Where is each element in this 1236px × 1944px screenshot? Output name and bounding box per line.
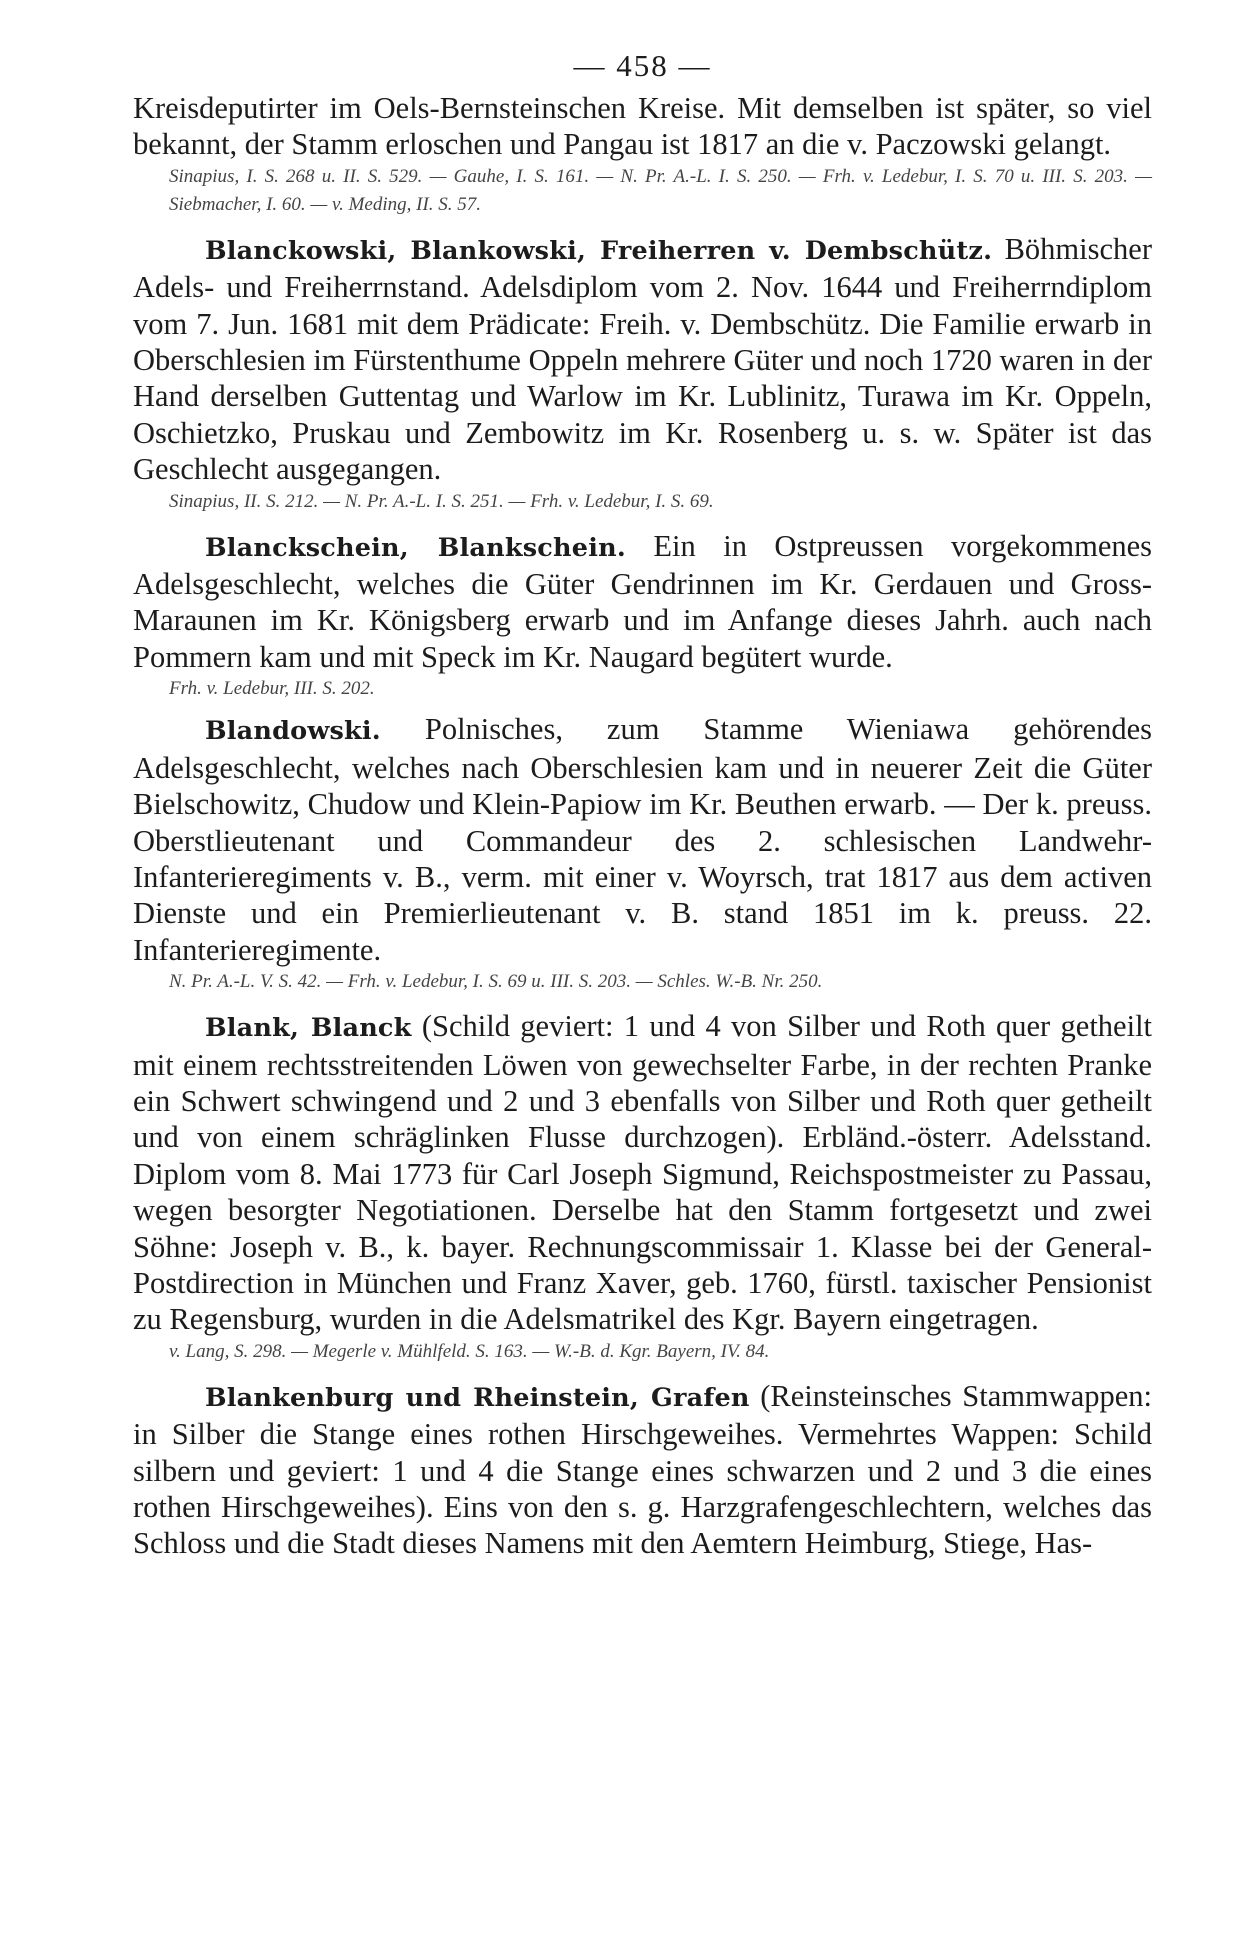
entry-blanckschein <box>133 528 1152 704</box>
entry-blankenburg <box>133 1378 1152 1562</box>
entry-paragraph <box>133 711 1152 968</box>
entry-sources: Frh. v. Ledebur, III. S. 202. <box>169 678 375 700</box>
entry-sources: v. Lang, S. 298. — Megerle v. Mühlfeld. S. 163. — W.-B. d. Kgr. Bayern, IV. 84. <box>169 1340 770 1362</box>
entry-text: (Schild geviert: 1 und 4 von Silber und Roth quer getheilt mit einem rechtsstreitenden Löwen von gewechselter Farbe, in der rechten Pranke ein Schwert schwingend und 2 und 3 ebenfalls von Silber und Roth quer getheilt und von einem schräglinken Flusse durchzogen). Erbländ.-österr. Adelsstand. Diplom vom 8. Mai 1773 für Carl Joseph Sigmund, Reichspostmeister zu Passau, wegen besorgter Negotiationen. Derselbe hat den Stamm fortgesetzt und zwei Söhne: Joseph v. B., k. bayer. Rechnungscommissair 1. Klasse bei der General-Postdirection in München und Franz Xaver, geb. 1760, fürstl. taxischer Pensionist zu Regensburg, wurden in die Adelsmatrikel des Kgr. Bayern eingetragen. <box>133 1009 1153 1337</box>
entry-text: Böhmischer Adels- und Freiherrnstand. Adelsdiplom vom 2. Nov. 1644 und Freiherrndiplom vom 7. Jun. 1681 mit dem Prädicate: Freih. v. Dembschütz. Die Familie erwarb in Oberschlesien im Fürstenthume Oppeln mehrere Güter und noch 1720 waren in der Hand derselben Guttentag und Warlow im Kr. Lublinitz, Turawa im Kr. Oppeln, Oschietzko, Pruskau und Zembowitz im Kr. Rosenberg u. s. w. Später ist das Geschlecht ausgegangen. <box>133 231 1152 487</box>
entry-paragraph <box>133 231 1152 488</box>
entry-headword: Blanckowski, Blankowski, Freiherren v. Dembschütz. <box>205 235 993 266</box>
entry-text: Ein in Ostpreussen vorgekommenes Adelsgeschlecht, welches die Güter Gendrinnen im Kr. Gerdauen und Gross-Maraunen im Kr. Königsberg erwarb und im Anfange dieses Jahrh. auch nach Pommern kam und mit Speck im Kr. Naugard begütert wurde. <box>133 528 1153 674</box>
entry-headword: Blandowski. <box>205 716 381 747</box>
entry-headword: Blank, Blanck <box>205 1013 412 1044</box>
entry-text: Polnisches, zum Stamme Wieniawa gehörendes Adelsgeschlecht, welches nach Oberschlesien kam und in neuerer Zeit die Güter Bielschowitz, Chudow und Klein-Papiow im Kr. Beuthen erwarb. — Der k. preuss. Oberstlieutenant und Commandeur des 2. schlesischen Landwehr-Infanterieregiments v. B., verm. mit einer v. Woyrsch, trat 1817 aus dem activen Dienste und ein Premierlieutenant v. B. stand 1851 im k. preuss. 22. Infanterieregimente. <box>133 712 1153 967</box>
entry-text: (Reinsteinsches Stammwappen: in Silber die Stange eines rothen Hirschgeweihes. Vermehrtes Wappen: Schild silbern und geviert: 1 und 4 die Stange eines schwarzen und 2 und 3 die eines rothen Hirschgeweihes). Eins von den s. g. Harzgrafengeschlechtern, welches das Schloss und die Stadt dieses Namens mit den Aemtern Heimburg, Stiege, Has- <box>133 1378 1152 1561</box>
entry-blanckowski <box>133 231 1152 516</box>
entry-sources: Sinapius, I. S. 268 u. II. S. 529. — Gauhe, I. S. 161. — N. Pr. A.-L. I. S. 250. — Frh. v. Ledebur, I. S. 70 u. III. S. 203. — Siebmacher, I. 60. — v. Meding, II. S. 57. <box>169 165 1152 215</box>
entry-headword: Blanckschein, Blankschein. <box>205 532 626 563</box>
entry-paragraph <box>133 1378 1152 1562</box>
entry-blandowski <box>133 711 1152 996</box>
entry-paragraph <box>133 528 1152 676</box>
entry-paragraph <box>133 1008 1152 1338</box>
entry-blank <box>133 1008 1152 1366</box>
entry-continuation <box>133 90 1152 219</box>
entry-sources: Sinapius, II. S. 212. — N. Pr. A.-L. I. S. 251. — Frh. v. Ledebur, I. S. 69. <box>169 490 714 512</box>
page-number: — 458 — <box>573 48 712 83</box>
entry-headword: Blankenburg und Rheinstein, Grafen <box>205 1382 750 1413</box>
entry-sources: N. Pr. A.-L. V. S. 42. — Frh. v. Ledebur, I. S. 69 u. III. S. 203. — Schles. W.-B. Nr. 250. <box>169 971 823 993</box>
entry-text: Kreisdeputirter im Oels-Bernsteinschen Kreise. Mit demselben ist später, so viel bekannt, der Stamm erloschen und Pangau ist 1817 an die v. Paczowski gelangt. <box>133 91 1152 162</box>
